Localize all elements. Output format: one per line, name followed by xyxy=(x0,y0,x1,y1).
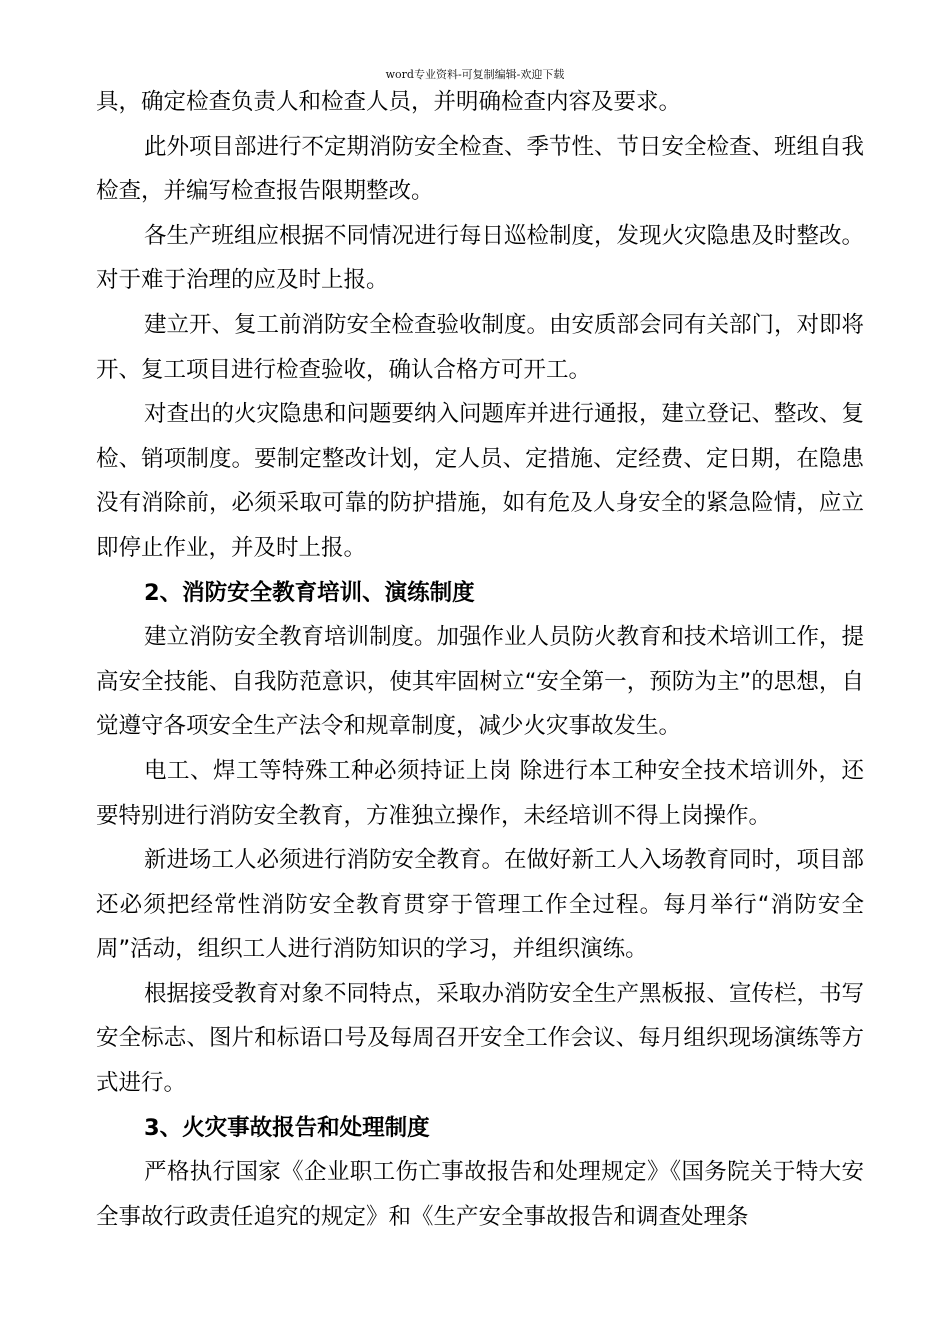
paragraph-2: 此外项目部进行不定期消防安全检查、季节性、节日安全检查、班组自我检查，并编写检查报告限期整改。 xyxy=(96,133,865,205)
section-heading-3: 3、火灾事故报告和处理制度 xyxy=(144,1114,430,1141)
paragraph-5: 对查出的火灾隐患和问题要纳入问题库并进行通报，建立登记、整改、复检、销项制度。要制定整改计划，定人员、定措施、定经费、定日期，在隐患没有消除前，必须采取可靠的防护措施，如有危及人身安全的紧急险情，应立即停止作业，并及时上报。 xyxy=(96,401,865,561)
paragraph-3: 各生产班组应根据不同情况进行每日巡检制度，发现火灾隐患及时整改。对于难于治理的应及时上报。 xyxy=(96,222,865,294)
paragraph-1: 具，确定检查负责人和检查人员，并明确检查内容及要求。 xyxy=(96,89,682,115)
section-heading-2: 2、消防安全教育培训、演练制度 xyxy=(144,579,475,606)
paragraph-10: 严格执行国家《企业职工伤亡事故报告和处理规定》《国务院关于特大安全事故行政责任追究的规定》和《生产安全事故报告和调查处理条 xyxy=(96,1159,864,1230)
page-header-note: word专业资料-可复制编辑-欢迎下载 xyxy=(385,68,565,81)
paragraph-8: 新进场工人必须进行消防安全教育。在做好新工人入场教育同时，项目部还必须把经常性消防安全教育贯穿于管理工作全过程。每月举行“消防安全周”活动，组织工人进行消防知识的学习，并组织演练。 xyxy=(96,847,865,963)
paragraph-6: 建立消防安全教育培训制度。加强作业人员防火教育和技术培训工作，提高安全技能、自我防范意识，使其牢固树立“安全第一，预防为主”的思想，自觉遵守各项安全生产法令和规章制度，减少火灾事故发生。 xyxy=(96,624,865,740)
document-body xyxy=(96,80,864,1239)
paragraph-7: 电工、焊工等特殊工种必须持证上岗 除进行本工种安全技术培训外，还要特别进行消防安全教育，方准独立操作，未经培训不得上岗操作。 xyxy=(96,757,864,829)
paragraph-4: 建立开、复工前消防安全检查验收制度。由安质部会同有关部门，对即将开、复工项目进行检查验收，确认合格方可开工。 xyxy=(96,311,865,383)
paragraph-9: 根据接受教育对象不同特点，采取办消防安全生产黑板报、宣传栏，书写安全标志、图片和标语口号及每周召开安全工作会议、每月组织现场演练等方式进行。 xyxy=(96,980,865,1097)
